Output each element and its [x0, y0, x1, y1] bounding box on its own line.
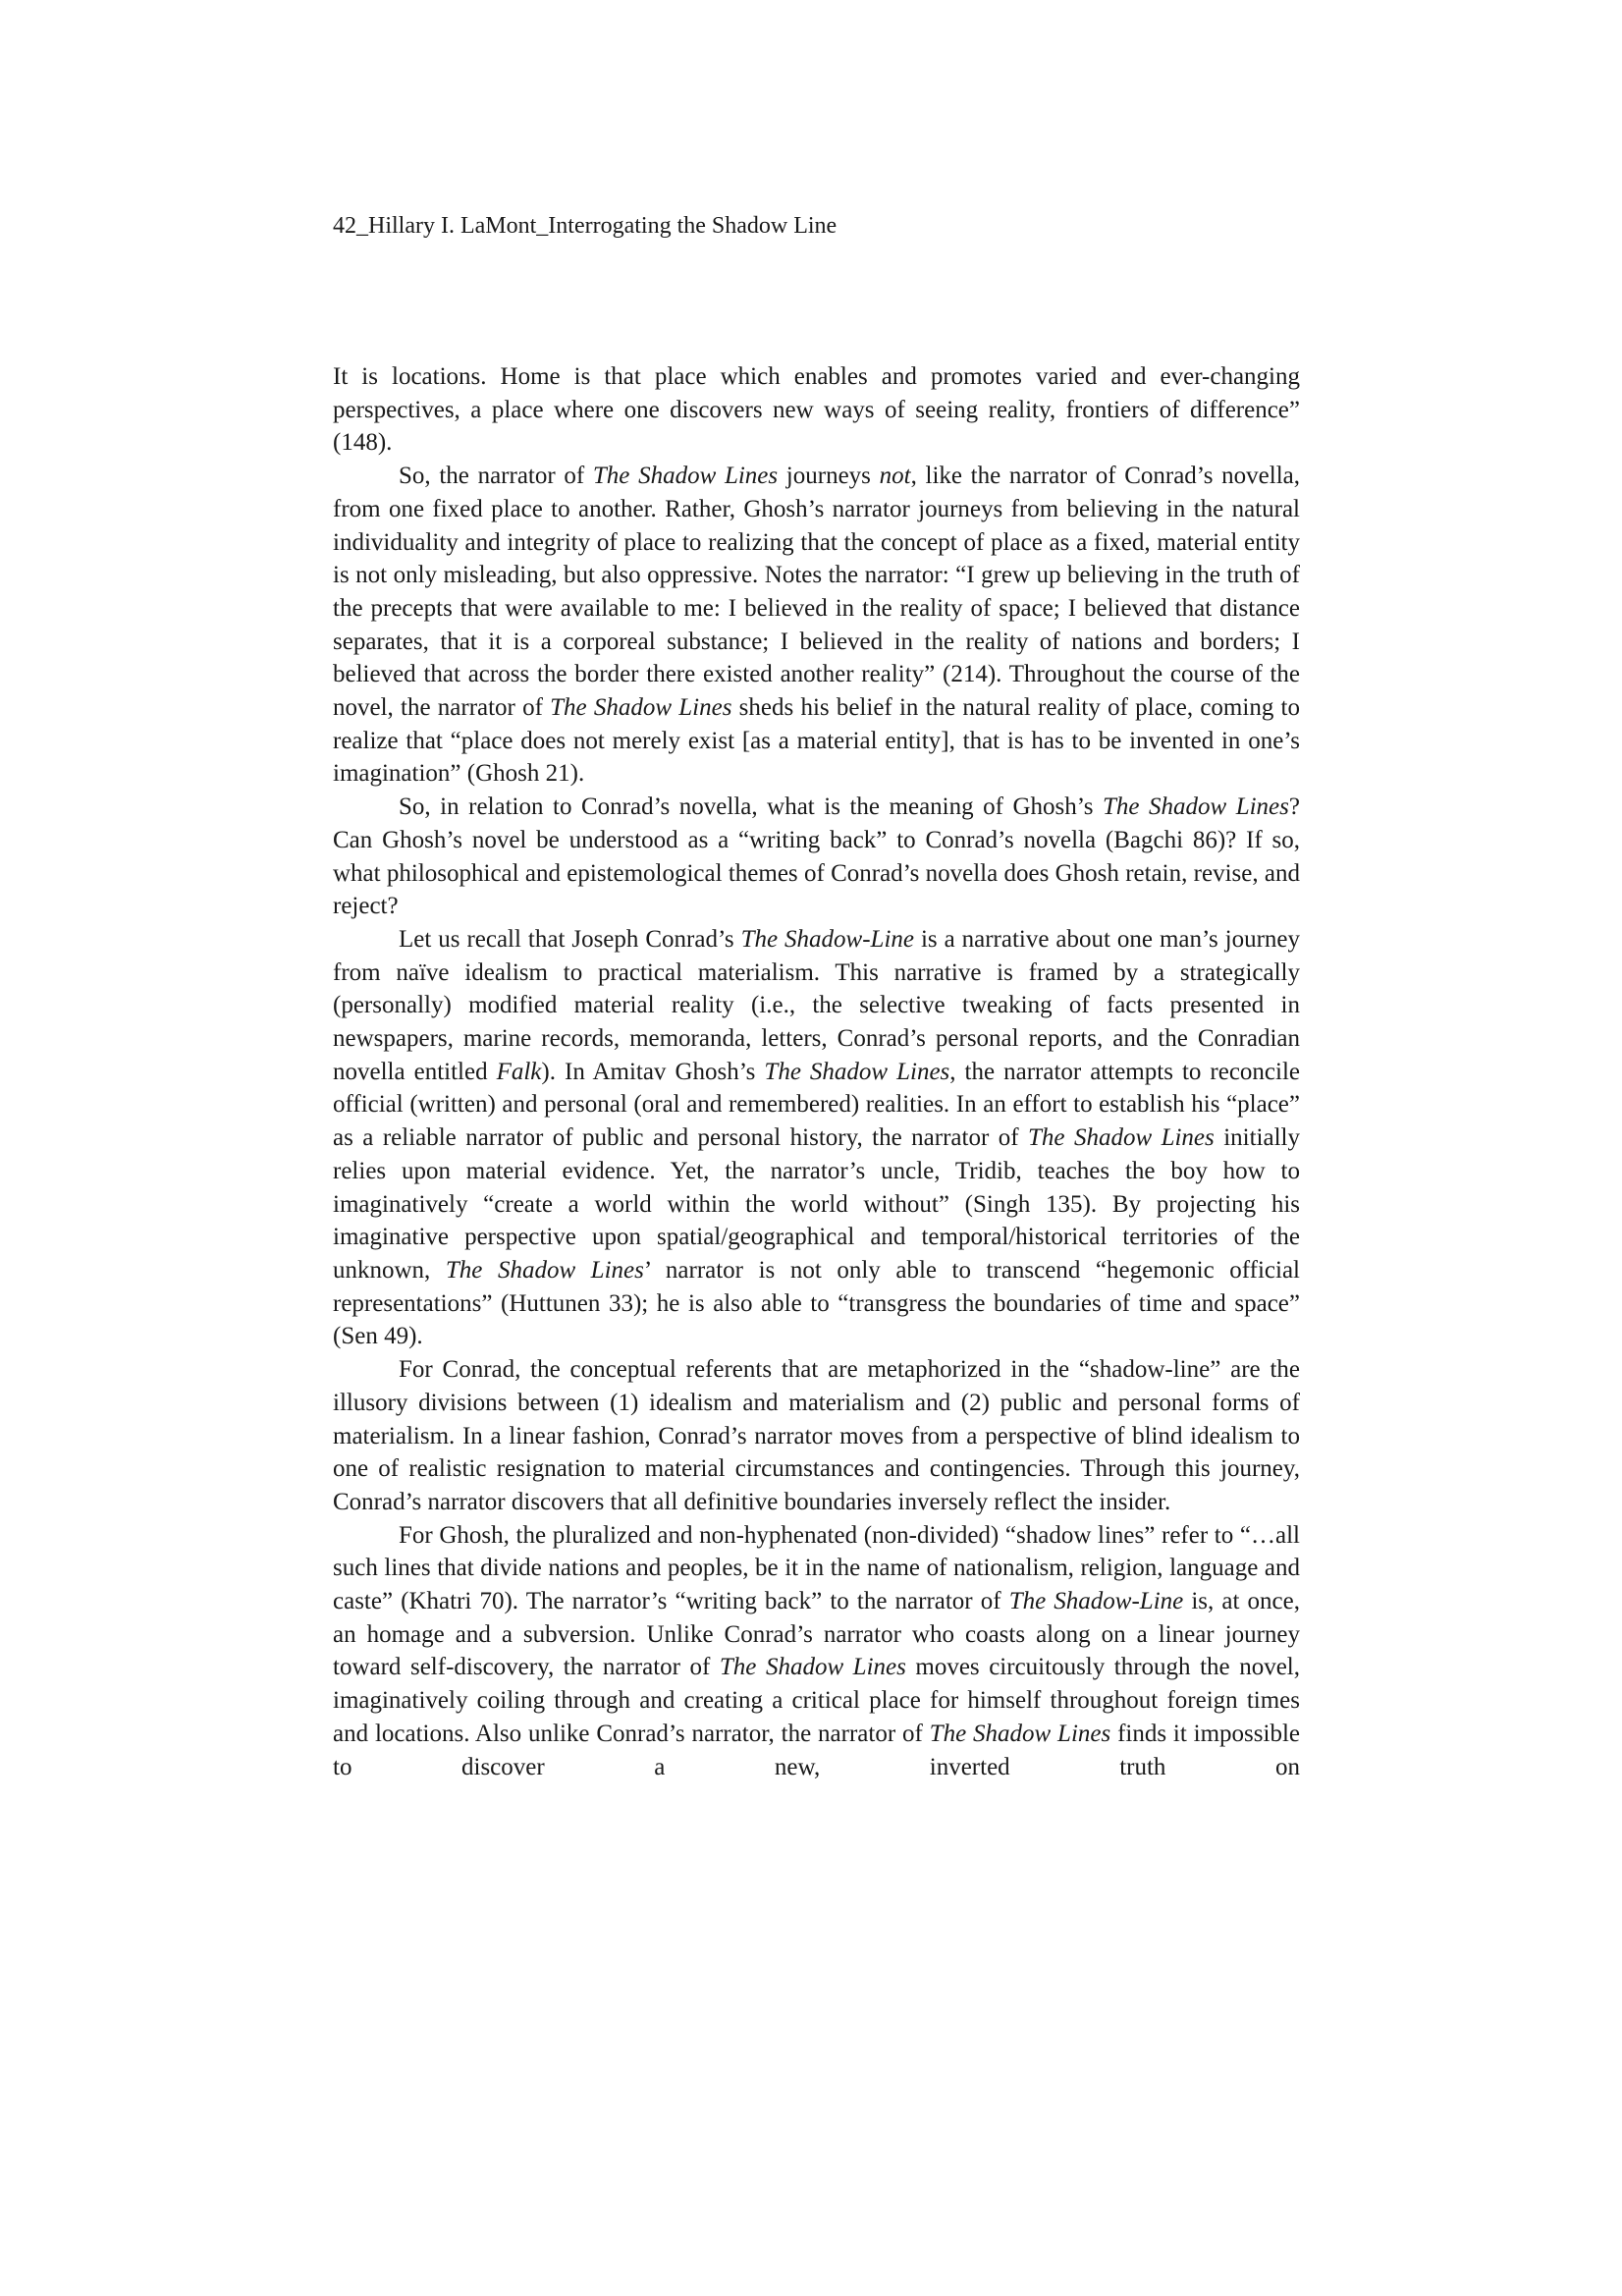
- paragraph: [333, 1519, 1300, 1784]
- italic-title: Falk: [496, 1058, 542, 1085]
- italic-title: The Shadow-Line: [740, 925, 914, 953]
- text-run: So, the narrator of: [399, 463, 593, 490]
- italic-title: The Shadow Lines: [592, 463, 779, 490]
- text-run: For Ghosh, the pluralized and non-hyphenated (non-divided) “shadow lines” refer to “…all such lines that divide nations and peoples, be it in the name of nationalism, religion, language and caste” (Khatri 70). The narrator’s “writing back” to the narrator of: [333, 1521, 1300, 1615]
- text-run: ? Can Ghosh’s novel be understood as a “writing back” to Conrad’s novella (Bagchi 86)? If so, what philosophical and epistemological themes of Conrad’s novella does Ghosh retain, revise, and reject?: [333, 793, 1300, 920]
- italic-title: The Shadow Lines: [1028, 1124, 1215, 1152]
- text-run: sheds his belief in the natural reality of place, coming to realize that “place does not merely exist [as a material entity], that is has to be invented in one’s imagination” (Ghosh 21).: [333, 694, 1300, 788]
- text-run: , like the narrator of Conrad’s novella, from one fixed place to another. Rather, Ghosh’s narrator journeys from believing in the natural individuality and integrity of place to realizing that the concept of place as a fixed, material entity is not only misleading, but also oppressive. Notes the narrator: “I grew up believing in the truth of the precepts that were available to me: I believed in the reality of space; I believed that distance separates, that it is a corporeal substance; I believed in the reality of nations and borders; I believed that across the border there existed another reality” (214). Throughout the course of the novel, the narrator of: [333, 463, 1301, 722]
- text-run: journeys: [778, 463, 880, 490]
- paragraph: [333, 460, 1300, 791]
- article-body: [333, 360, 1300, 1783]
- text-run: So, in relation to Conrad’s novella, what is the meaning of Ghosh’s: [399, 793, 1103, 821]
- text-run: Let us recall that Joseph Conrad’s: [399, 925, 741, 953]
- italic-title: The Shadow Lines: [550, 694, 732, 722]
- paragraph: [333, 1353, 1300, 1519]
- text-run: moves circuitously through the novel, imaginatively coiling through and creating a critical place for himself throughout foreign times and locations. Also unlike Conrad’s narrator, the narrator of: [333, 1654, 1300, 1747]
- text-run: It is locations. Home is that place which enables and promotes varied and ever-changing perspectives, a place where one discovers new ways of seeing reality, frontiers of difference” (148).: [333, 363, 1300, 457]
- text-run: ). In Amitav Ghosh’s: [541, 1058, 765, 1085]
- text-run: finds it impossible to discover a new, inverted truth on: [333, 1720, 1300, 1780]
- italic-title: The Shadow Lines: [1102, 793, 1289, 821]
- text-run: initially relies upon material evidence. Yet, the narrator’s uncle, Tridib, teaches the boy how to imaginatively “create a world within the world without” (Singh 135). By projecting his imaginative perspective upon spatial/geographical and temporal/historical territories of the unknown,: [333, 1124, 1300, 1284]
- text-run: ’ narrator is not only able to transcend “hegemonic official representations” (Huttunen 33); he is also able to “transgress the boundaries of time and space” (Sen 49).: [333, 1256, 1300, 1350]
- italic-title: The Shadow Lines: [445, 1256, 644, 1284]
- paragraph: [333, 923, 1300, 1353]
- italic-title: The Shadow Lines: [764, 1058, 950, 1085]
- italic-title: The Shadow Lines: [719, 1654, 906, 1681]
- running-header: 42_Hillary I. LaMont_Interrogating the Shadow Line: [333, 213, 838, 239]
- text-run: , the narrator attempts to reconcile official (written) and personal (oral and remembered) realities. In an effort to establish his “place” as a reliable narrator of public and personal history, the narrator of: [333, 1058, 1300, 1152]
- italic-title: The Shadow Lines: [929, 1720, 1111, 1747]
- italic-title: not: [879, 463, 911, 490]
- paragraph: [333, 791, 1300, 923]
- text-run: For Conrad, the conceptual referents that are metaphorized in the “shadow-line” are the illusory divisions between (1) idealism and materialism and (2) public and personal forms of materialism. In a linear fashion, Conrad’s narrator moves from a perspective of blind idealism to one of realistic resignation to material circumstances and contingencies. Through this journey, Conrad’s narrator discovers that all definitive boundaries inversely reflect the insider.: [333, 1356, 1300, 1515]
- text-run: is, at once, an homage and a subversion. Unlike Conrad’s narrator who coasts along on a linear journey toward self-discovery, the narrator of: [333, 1588, 1300, 1681]
- italic-title: The Shadow-Line: [1008, 1588, 1184, 1615]
- paragraph: [333, 360, 1300, 460]
- text-run: is a narrative about one man’s journey from naïve idealism to practical materialism. This narrative is framed by a strategically (personally) modified material reality (i.e., the selective tweaking of facts presented in newspapers, marine records, memoranda, letters, Conrad’s personal reports, and the Conradian novella entitled: [333, 925, 1300, 1085]
